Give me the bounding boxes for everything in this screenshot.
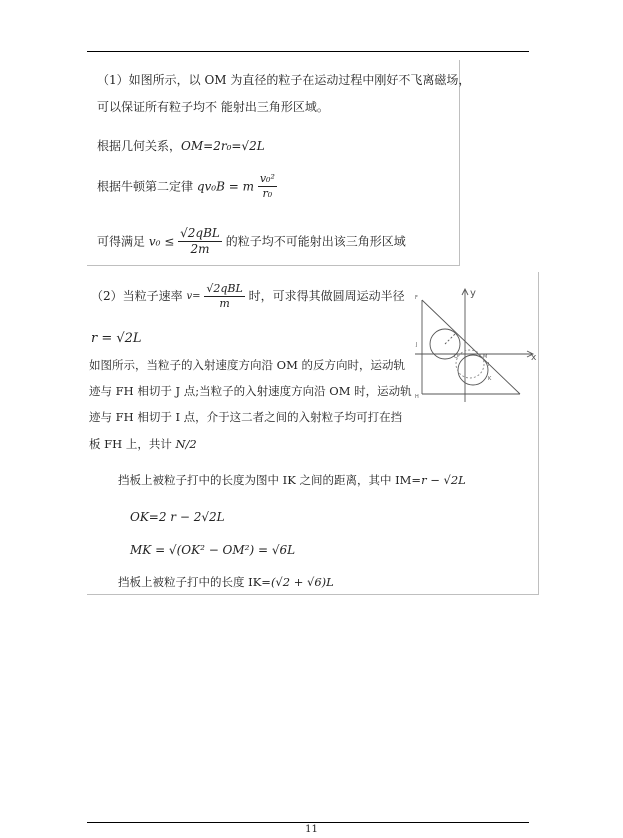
part2-line1-text: （2）当粒子速率 xyxy=(91,289,183,303)
im-equation: r − √2L xyxy=(421,473,466,487)
geometry-diagram xyxy=(410,282,540,407)
mk-equation: MK = √(OK² − OM²) = √6L xyxy=(130,543,296,557)
label-f: F xyxy=(415,295,418,301)
part1-line1: （1）如图所示，以 OM 为直径的粒子在运动过程中刚好不飞离磁场， xyxy=(97,73,471,87)
x-axis-label: x xyxy=(531,353,537,363)
part2-line1-tail: 时，可求得其做圆周运动半径 xyxy=(248,289,405,303)
label-k: K xyxy=(488,376,492,382)
part1-line3-text: 根据几何关系， xyxy=(97,139,182,153)
part2-para-line4-text: 板 FH 上，共计 xyxy=(89,437,172,451)
header-rule xyxy=(87,51,529,52)
newton-fraction xyxy=(258,172,277,201)
ik-line xyxy=(118,472,466,488)
radius-line xyxy=(445,334,455,344)
n-half: N/2 xyxy=(175,437,197,451)
v0-numerator: √2qBL xyxy=(180,226,220,240)
footer-rule xyxy=(87,822,529,823)
part2-para-line3: 迹与 FH 相切于 I 点，介于这二者之间的入射粒子均可打在挡 xyxy=(89,410,403,424)
part2-para-line1: 如图所示，当粒子的入射速度方向沿 OM 的反方向时，运动轨 xyxy=(89,358,406,372)
label-h: H xyxy=(415,394,419,400)
newton-numerator: v₀² xyxy=(259,172,275,185)
radius-equation: r = √2L xyxy=(91,331,142,346)
part1-line4-text: 根据牛顿第二定律 xyxy=(97,179,194,194)
part2-para-line2: 迹与 FH 相切于 J 点;当粒子的入射速度方向沿 OM 时，运动轨 xyxy=(89,384,412,398)
v0-denominator: 2m xyxy=(190,242,210,256)
v-denominator: m xyxy=(219,297,230,310)
part1-line5 xyxy=(97,226,406,257)
part1-line5-tail: 的粒子均不可能射出该三角形区域 xyxy=(225,234,406,249)
y-axis-label: y xyxy=(470,288,476,299)
newton-denominator: r₀ xyxy=(262,187,273,200)
v0-lhs: v₀ ≤ xyxy=(148,234,175,249)
label-o: O xyxy=(454,354,458,360)
om-equation: OM=2r₀=√2L xyxy=(181,139,265,153)
part1-line4 xyxy=(97,172,277,201)
label-i: I xyxy=(488,362,490,368)
hypotenuse xyxy=(422,300,520,394)
v0-fraction xyxy=(178,226,222,257)
v-lhs: v= xyxy=(186,291,201,302)
final-line xyxy=(118,574,334,590)
label-j: J xyxy=(416,342,418,348)
ok-equation: OK=2 r − 2√2L xyxy=(130,510,225,524)
part1-line3 xyxy=(97,138,265,154)
ik-line-text: 挡板上被粒子打中的长度为图中 IK 之间的距离，其中 IM= xyxy=(118,473,422,487)
final-line-text: 挡板上被粒子打中的长度 IK= xyxy=(118,575,271,589)
newton-lhs: qv₀B = m xyxy=(196,179,254,194)
page-number: 11 xyxy=(305,824,318,835)
ik-equation: (√2 + √6)L xyxy=(270,575,334,589)
v-numerator: √2qBL xyxy=(206,282,243,295)
part2-line1 xyxy=(91,282,405,311)
v-fraction xyxy=(204,282,244,311)
part1-line5-text: 可得满足 xyxy=(97,234,146,249)
part1-line2: 可以保证所有粒子均不 能射出三角形区域。 xyxy=(97,100,329,114)
label-m: M xyxy=(483,354,488,360)
part2-para-line4 xyxy=(89,436,197,452)
